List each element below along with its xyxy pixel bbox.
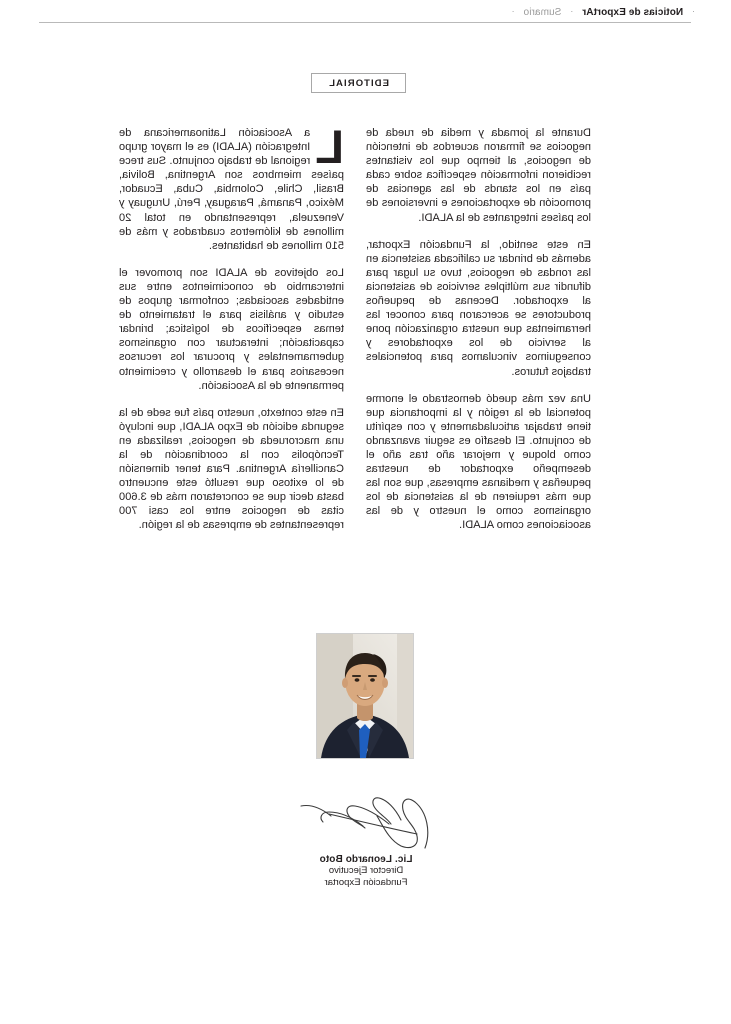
paragraph: Durante la jornada y media de rueda de negocios se firmaron acuerdos de intención de negocios, al tiempo que los visitantes recibieron información específica sobre cada país en los stands de las agencias de promoción de exportaciones e inversiones de los países integrantes de la ALADI. [366, 127, 591, 224]
portrait-photo [317, 634, 413, 758]
signature-organization: Fundación Exportar [324, 877, 408, 888]
article-column-right [119, 120, 344, 533]
breadcrumb-publication: Noticias de ExportAr [582, 7, 684, 18]
signature-block [266, 790, 466, 889]
breadcrumb-dot-middle: · [570, 6, 574, 16]
breadcrumb [512, 7, 695, 18]
header-divider [39, 22, 691, 23]
article-column-left [366, 126, 591, 533]
breadcrumb-dot-leading: · [692, 6, 695, 16]
article-body [119, 120, 591, 533]
running-header [0, 0, 731, 30]
paragraph: La Asociación Latinoamericana de Integración (ALADI) es el mayor grupo regional de trabajo conjunto. Sus trece países miembros son Argentina, Bolivia, Brasil, Chile, Colombia, Cuba, Ecuador, México, Panamá, Paraguay, Perú, Uruguay y Venezuela, representando en total 20 millones de kilómetros cuadrados y más de 510 millones de habitantes. [119, 120, 344, 252]
breadcrumb-link-sumario[interactable]: Sumario [523, 7, 562, 18]
author-portrait [316, 633, 414, 759]
paragraph: En este contexto, nuestro país fue sede de la segunda edición de Expo ALADI, que incluyó una macrorueda de negocios, realizada en Tecnópolis con la coordinación de la Cancillería Argentina. Para tener dimensión de lo exitoso que resultó este encuentro basta decir que se concretaron más de 3.600 citas de negocios entre los casi 700 representantes de empresas de la región. [119, 406, 344, 532]
section-label-text: EDITORIAL [328, 77, 389, 89]
signature-name: Lic. Leonardo Boto [319, 854, 413, 865]
paragraph: Los objetivos de ALADI son promover el intercambio de conocimientos entre sus entidades asociadas; conformar grupos de estudio y análisis para el tratamiento de temas específicos de logística; brindar capacitación; interactuar con organismos gubernamentales y procurar los recursos necesarios para el desarrollo y crecimiento permanente de la Asociación. [119, 266, 344, 392]
section-label-editorial [311, 73, 406, 93]
handwritten-signature-icon [266, 790, 466, 852]
breadcrumb-dot-trailing: · [511, 6, 515, 16]
paragraph: Una vez más quedó demostrado el enorme potencial de la región y la importancia que tiene trabajar articuladamente y con espíritu de conjunto. El desafío es seguir avanzando como bloque y mejorar año tras año el desempeño exportador de nuestras pequeñas y medianas empresas, que son las que más requieren de la asistencia de los organismos como el nuestro y de las asociaciones como ALADI. [366, 392, 591, 532]
paragraph: En este sentido, la Fundación Exportar, además de brindar su calificada asistencia en las rondas de negocios, tuvo su lugar para difundir sus múltiples servicios de asistencia al exportador. Decenas de pequeños productores se acercaron para conocer las herramientas que nuestra organización pone al servicio de los exportadores y conseguimos vinculamos para potenciales trabajos futuros. [366, 238, 591, 378]
signature-role: Director Ejecutivo [328, 865, 404, 876]
